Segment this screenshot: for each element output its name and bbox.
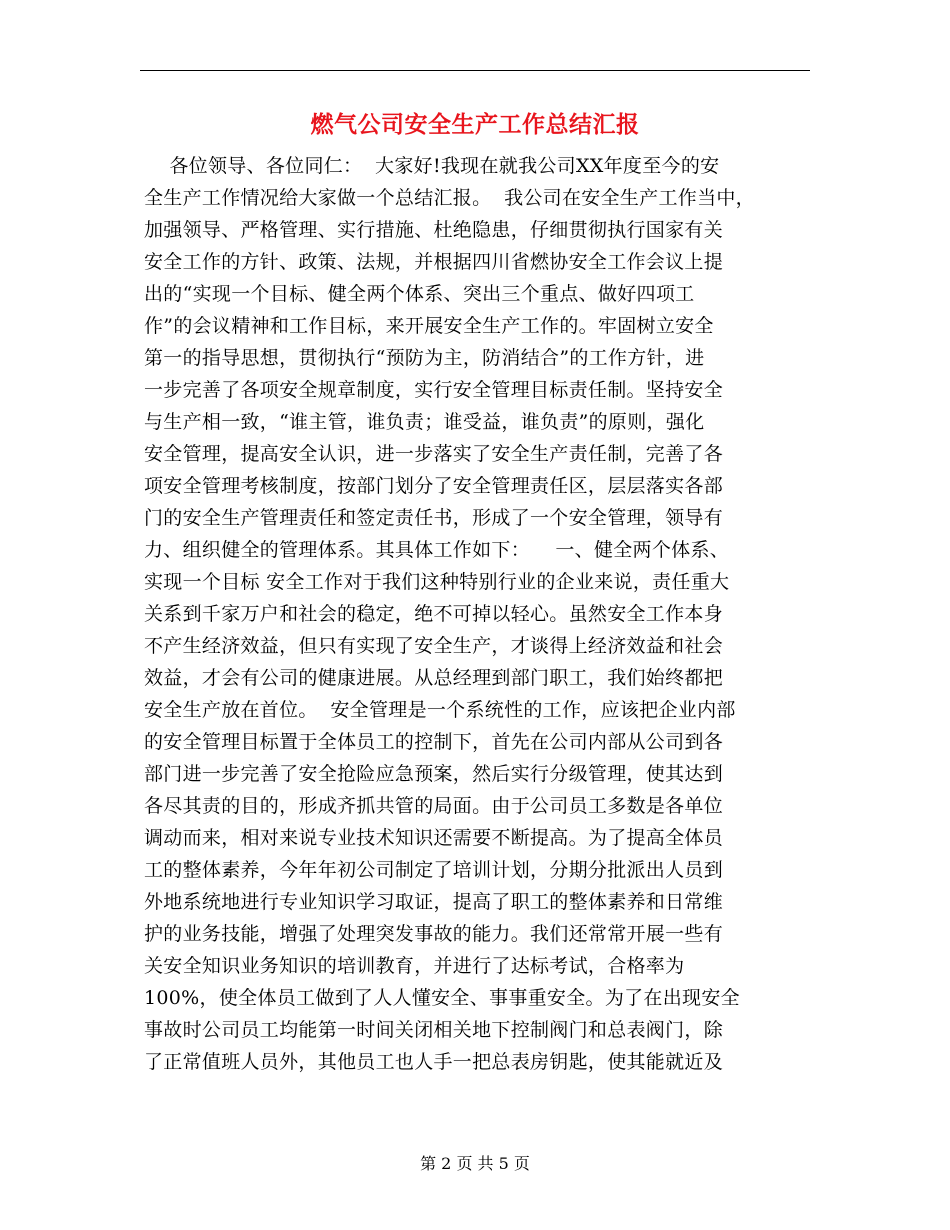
body-line: 与生产相一致，“谁主管，谁负责；谁受益，谁负责”的原则，强化	[144, 411, 705, 433]
body-line: 安全生产放在首位。 安全管理是一个系统性的工作，应该把企业内部	[144, 699, 736, 721]
body-line: 护的业务技能，增强了处理突发事故的能力。我们还常常开展一些有	[144, 923, 724, 945]
body-line: 安全管理，提高安全认识，进一步落实了安全生产责任制，完善了各	[144, 443, 724, 465]
body-line: 的安全管理目标置于全体员工的控制下，首先在公司内部从公司到各	[144, 731, 724, 753]
document-title: 燃气公司安全生产工作总结汇报	[310, 111, 640, 138]
body-line: 调动而来，相对来说专业技术知识还需要不断提高。为了提高全体员	[144, 827, 724, 849]
body-line: 门的安全生产管理责任和签定责任书，形成了一个安全管理，领导有	[144, 507, 724, 529]
body-line: 加强领导、严格管理、实行措施、杜绝隐患，仔细贯彻执行国家有关	[144, 219, 724, 241]
body-line: 实现一个目标 安全工作对于我们这种特别行业的企业来说，责任重大	[144, 571, 730, 593]
header-rule	[140, 70, 810, 71]
body-line: 关安全知识业务知识的培训教育，并进行了达标考试，合格率为	[144, 955, 685, 977]
body-line: 工的整体素养，今年年初公司制定了培训计划，分期分批派出人员到	[144, 859, 724, 881]
body-line: 事故时公司员工均能第一时间关闭相关地下控制阀门和总表阀门，除	[144, 1019, 724, 1041]
body-line: 100%，使全体员工做到了人人懂安全、事事重安全。为了在出现安全	[144, 987, 740, 1009]
body-line: 关系到千家万户和社会的稳定，绝不可掉以轻心。虽然安全工作本身	[144, 603, 724, 625]
body-line: 全生产工作情况给大家做一个总结汇报。 我公司在安全生产工作当中，	[144, 187, 755, 209]
body-line: 效益，才会有公司的健康进展。从总经理到部门职工，我们始终都把	[144, 667, 724, 689]
body-line: 不产生经济效益，但只有实现了安全生产，才谈得上经济效益和社会	[144, 635, 724, 657]
body-line: 力、组织健全的管理体系。其具体工作如下： 一、健全两个体系、	[144, 539, 730, 561]
body-line: 部门进一步完善了安全抢险应急预案，然后实行分级管理，使其达到	[144, 763, 724, 785]
body-line: 出的“实现一个目标、健全两个体系、突出三个重点、做好四项工	[144, 283, 695, 305]
page-number-footer: 第 2 页 共 5 页	[420, 1154, 530, 1173]
body-line: 项安全管理考核制度，按部门划分了安全管理责任区，层层落实各部	[144, 475, 724, 497]
body-line: 了正常值班人员外，其他员工也人手一把总表房钥匙，使其能就近及	[144, 1051, 724, 1073]
body-line: 作”的会议精神和工作目标，来开展安全生产工作的。牢固树立安全	[144, 315, 714, 337]
body-line: 外地系统地进行专业知识学习取证，提高了职工的整体素养和日常维	[144, 891, 724, 913]
document-body	[144, 150, 824, 1078]
body-line: 各尽其责的目的，形成齐抓共管的局面。由于公司员工多数是各单位	[144, 795, 724, 817]
body-line: 一步完善了各项安全规章制度，实行安全管理目标责任制。坚持安全	[144, 379, 724, 401]
body-line: 安全工作的方针、政策、法规，并根据四川省燃协安全工作会议上提	[144, 251, 724, 273]
body-line: 各位领导、各位同仁： 大家好!我现在就我公司XX年度至今的安	[144, 155, 720, 177]
body-line: 第一的指导思想，贯彻执行“预防为主，防消结合”的工作方针，进	[144, 347, 705, 369]
